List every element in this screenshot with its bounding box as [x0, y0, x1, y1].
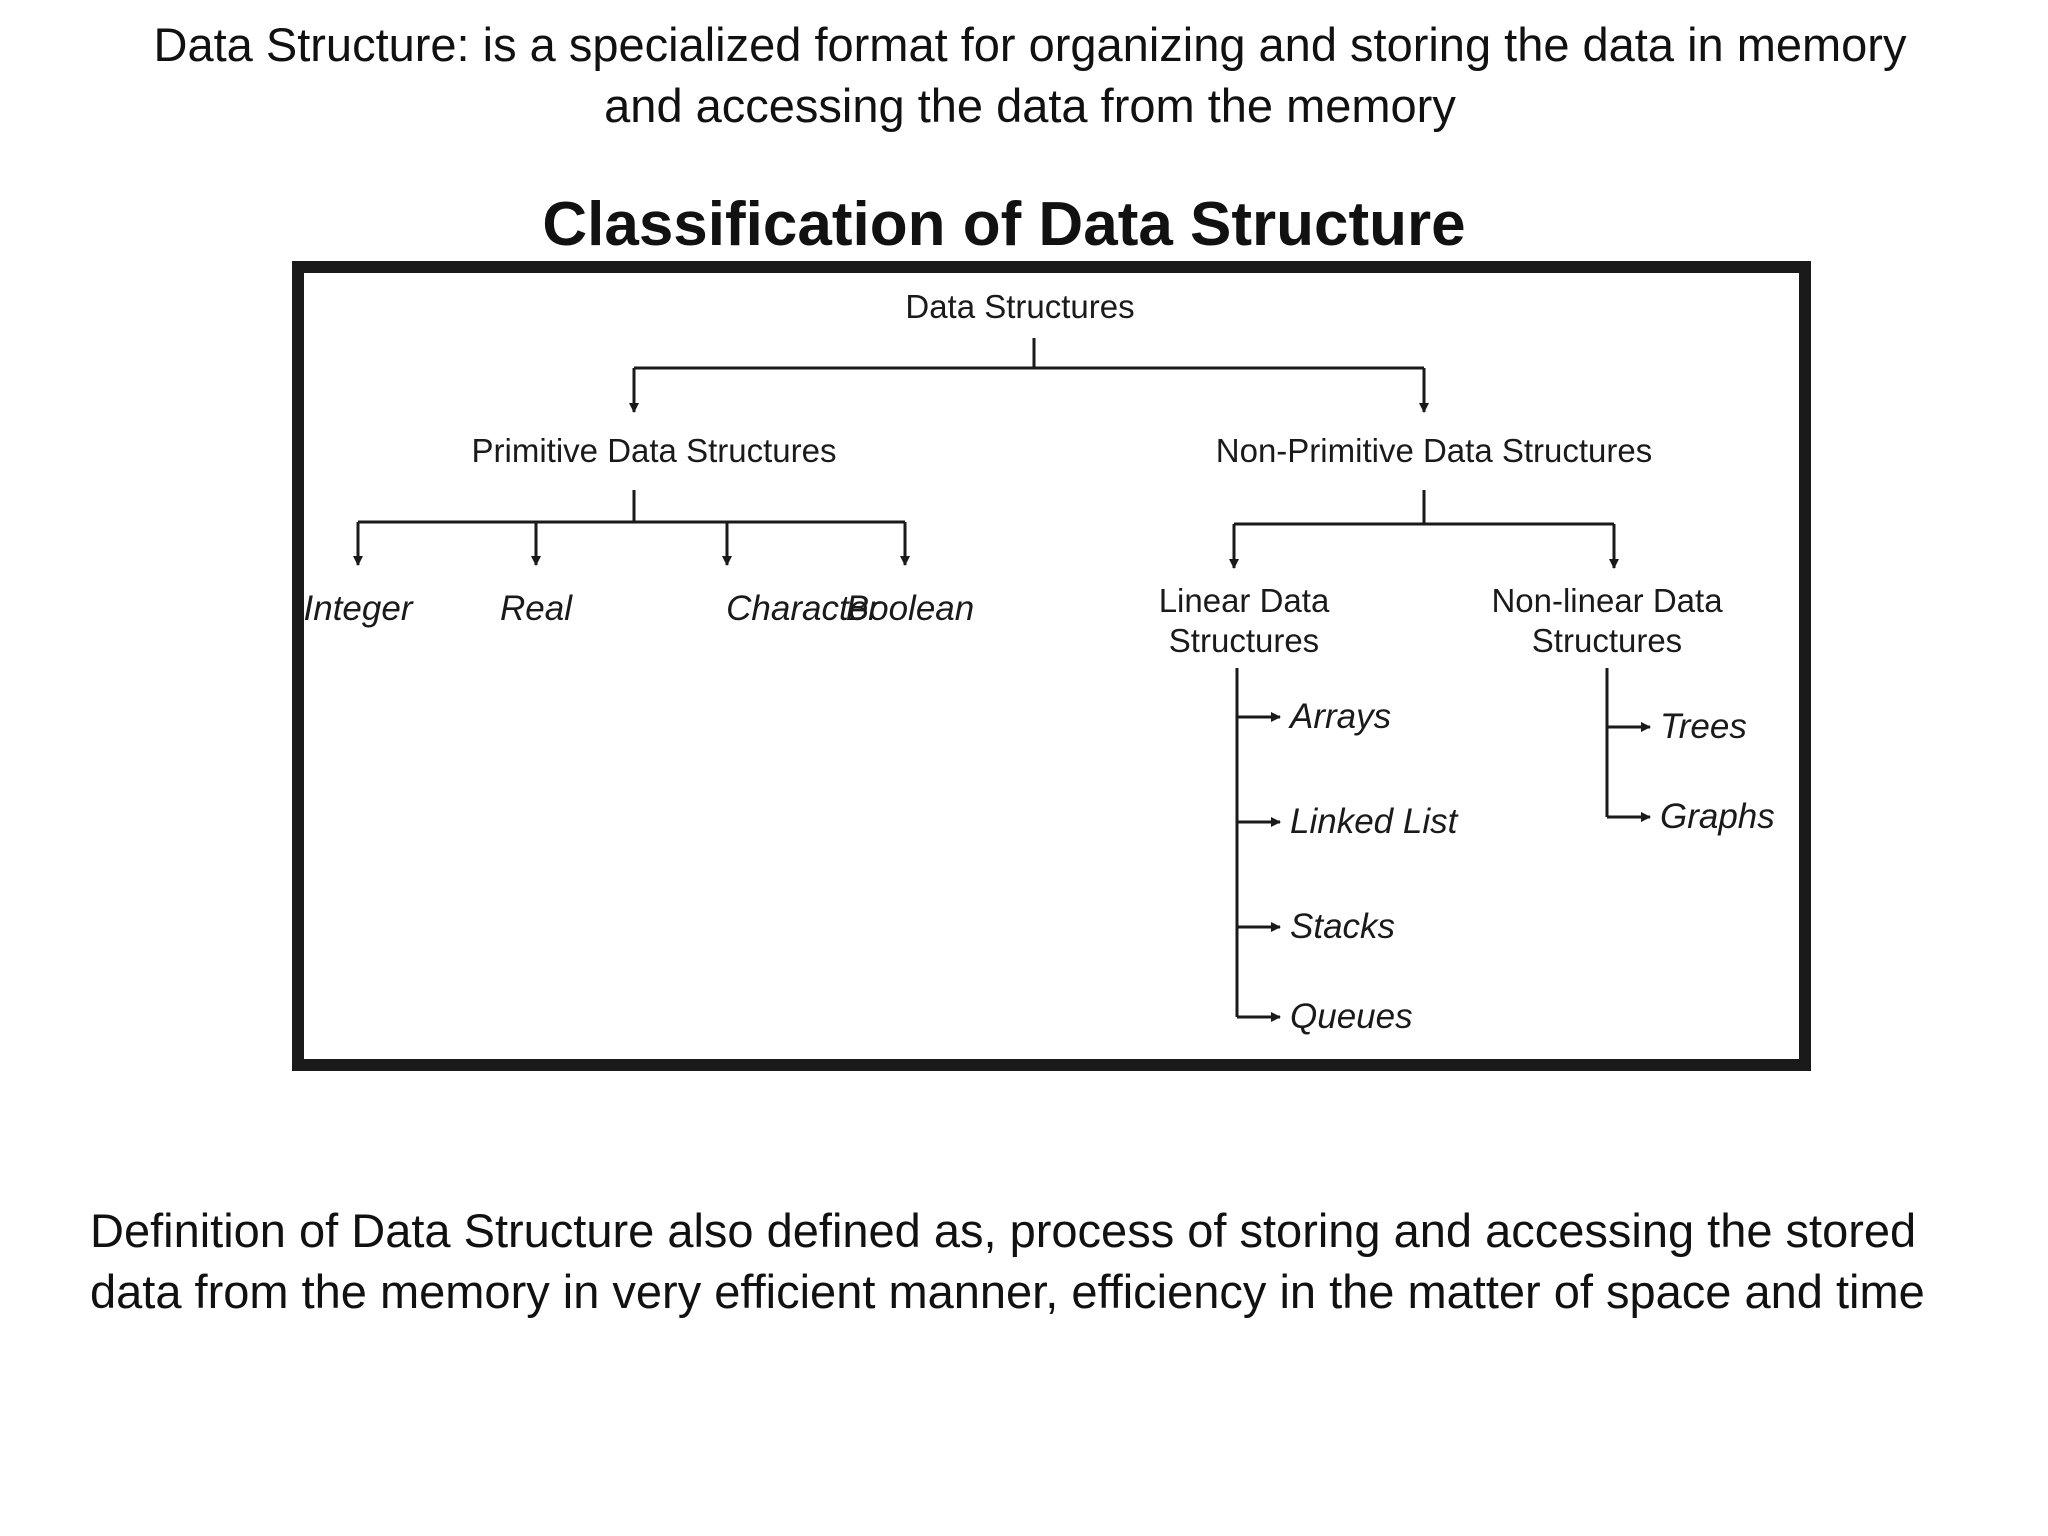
non-linear-node-label-line2: Structures: [1531, 622, 1683, 659]
diagram-frame: [298, 267, 1805, 1065]
linear-leaf: Linked List: [1290, 802, 1458, 841]
linear-leaf: Queues: [1290, 997, 1413, 1036]
definition-text: Definition of Data Structure also defined as, process of storing and accessing the stored data from the memory in very efficient manner, efficiency in the matter of space and time: [90, 1204, 1925, 1318]
linear-node-label-line2: Structures: [1168, 622, 1320, 659]
linear-node-label-line1: Linear Data: [1158, 582, 1330, 619]
linear-leaf: Arrays: [1290, 697, 1392, 736]
non-linear-leaf: Graphs: [1660, 797, 1775, 836]
primitive-leaf: Real: [500, 589, 572, 628]
primitive-connectors: [358, 490, 905, 565]
primitive-leaf: Boolean: [845, 589, 975, 628]
non-primitive-connectors: [1234, 490, 1614, 568]
root-node-label: Data Structures: [905, 288, 1135, 325]
diagram-heading: Classification of Data Structure: [542, 190, 1466, 259]
intro-line-1: Data Structure: is a specialized format for organizing and storing the data in memory: [153, 18, 1907, 71]
non-primitive-node-label: Non-Primitive Data Structures: [1215, 432, 1653, 469]
linear-leaf: Stacks: [1290, 907, 1396, 946]
primitive-node-label: Primitive Data Structures: [471, 432, 837, 469]
non-linear-node-label-line1: Non-linear Data: [1491, 582, 1723, 619]
intro-line-2: and accessing the data from the memory: [604, 79, 1456, 132]
root-connectors: [634, 338, 1424, 412]
primitive-leaf: Character: [726, 589, 880, 628]
non-linear-leaf: Trees: [1660, 707, 1747, 746]
non-linear-connectors: [1607, 668, 1650, 817]
primitive-leaf: Integer: [303, 589, 413, 628]
linear-connectors: [1237, 668, 1280, 1017]
